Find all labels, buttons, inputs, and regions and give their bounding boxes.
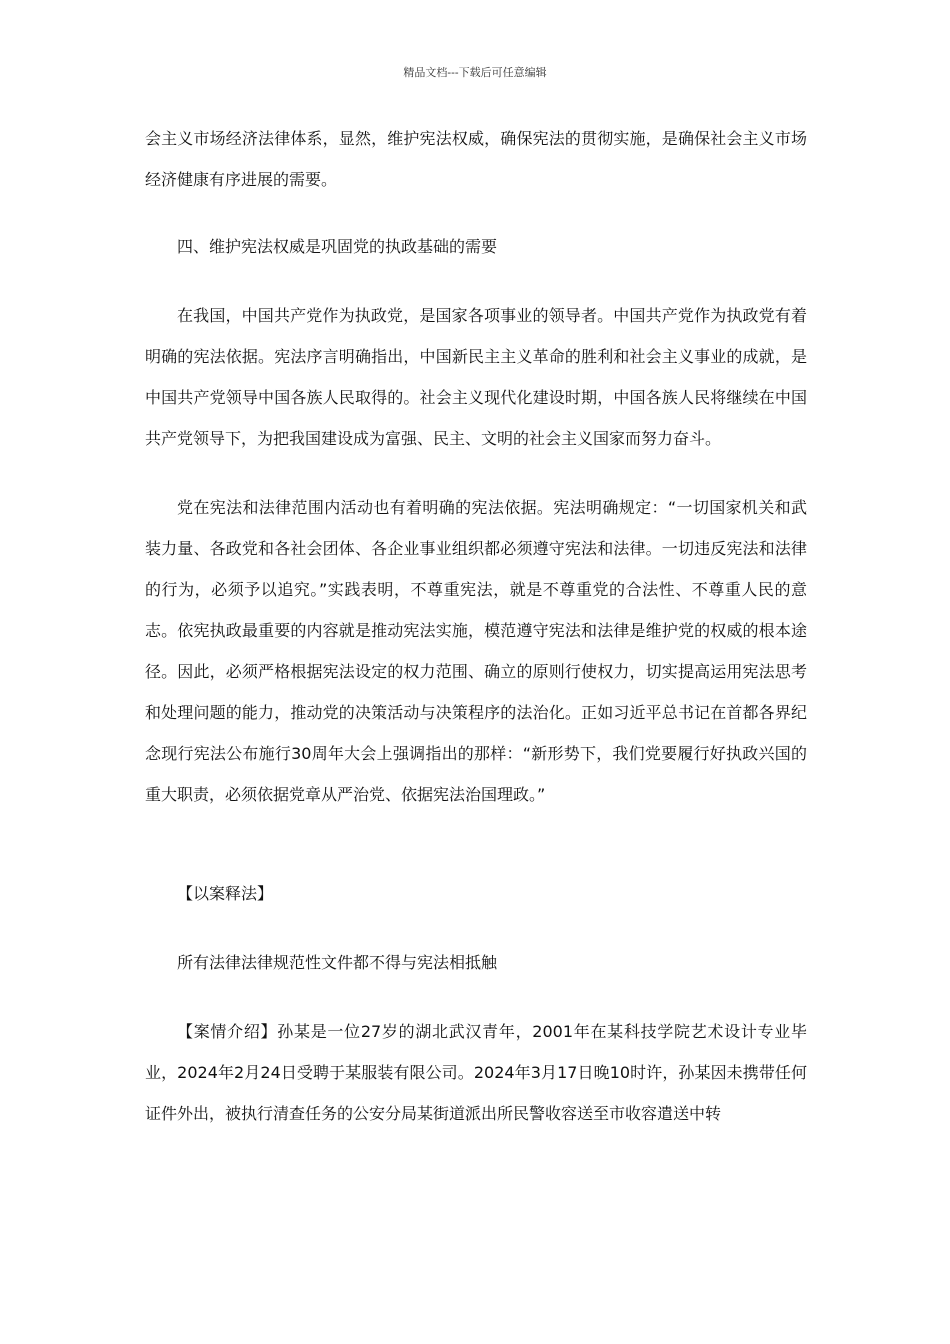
paragraph-continuation: 会主义市场经济法律体系，显然，维护宪法权威，确保宪法的贯彻实施，是确保社会主义市场经济健康有序进展的需要。 xyxy=(145,129,807,189)
section-heading: 四、维护宪法权威是巩固党的执政基础的需要 xyxy=(177,237,498,256)
paragraph: 党在宪法和法律范围内活动也有着明确的宪法依据。宪法明确规定：“一切国家机关和武装力量、各政党和各社会团体、各企业事业组织都必须遵守宪法和法律。一切违反宪法和法律的行为，必须予以追究。”实践表明，不尊重宪法，就是不尊重党的合法性、不尊重人民的意志。依宪执政最重要的内容就是推动宪法实施，模范遵守宪法和法律是维护党的权威的根本途径。因此，必须严格根据宪法设定的权力范围、确立的原则行使权力，切实提高运用宪法思考和处理问题的能力，推动党的决策活动与决策程序的法治化。正如习近平总书记在首都各界纪念现行宪法公布施行30周年大会上强调指出的那样：“新形势下，我们党要履行好执政兴国的重大职责，必须依据党章从严治党、依据宪法治国理政。” xyxy=(145,498,807,804)
case-title: 所有法律法律规范性文件都不得与宪法相抵触 xyxy=(177,953,498,972)
document-body xyxy=(145,118,807,1162)
case-intro-paragraph: 【案情介绍】孙某是一位27岁的湖北武汉青年，2001年在某科技学院艺术设计专业毕业，2024年2月24日受聘于某服装有限公司。2024年3月17日晚10时许，孙某因未携带任何证件外出，被执行清查任务的公安分局某街道派出所民警收容送至市收容遣送中转 xyxy=(145,1022,807,1123)
paragraph: 在我国，中国共产党作为执政党，是国家各项事业的领导者。中国共产党作为执政党有着明确的宪法依据。宪法序言明确指出，中国新民主主义革命的胜利和社会主义事业的成就，是中国共产党领导中国各族人民取得的。社会主义现代化建设时期，中国各族人民将继续在中国共产党领导下，为把我国建设成为富强、民主、文明的社会主义国家而努力奋斗。 xyxy=(145,306,807,448)
case-section-heading: 【以案释法】 xyxy=(177,884,274,903)
page-header: 精品文档---下载后可任意编辑 xyxy=(403,66,547,79)
